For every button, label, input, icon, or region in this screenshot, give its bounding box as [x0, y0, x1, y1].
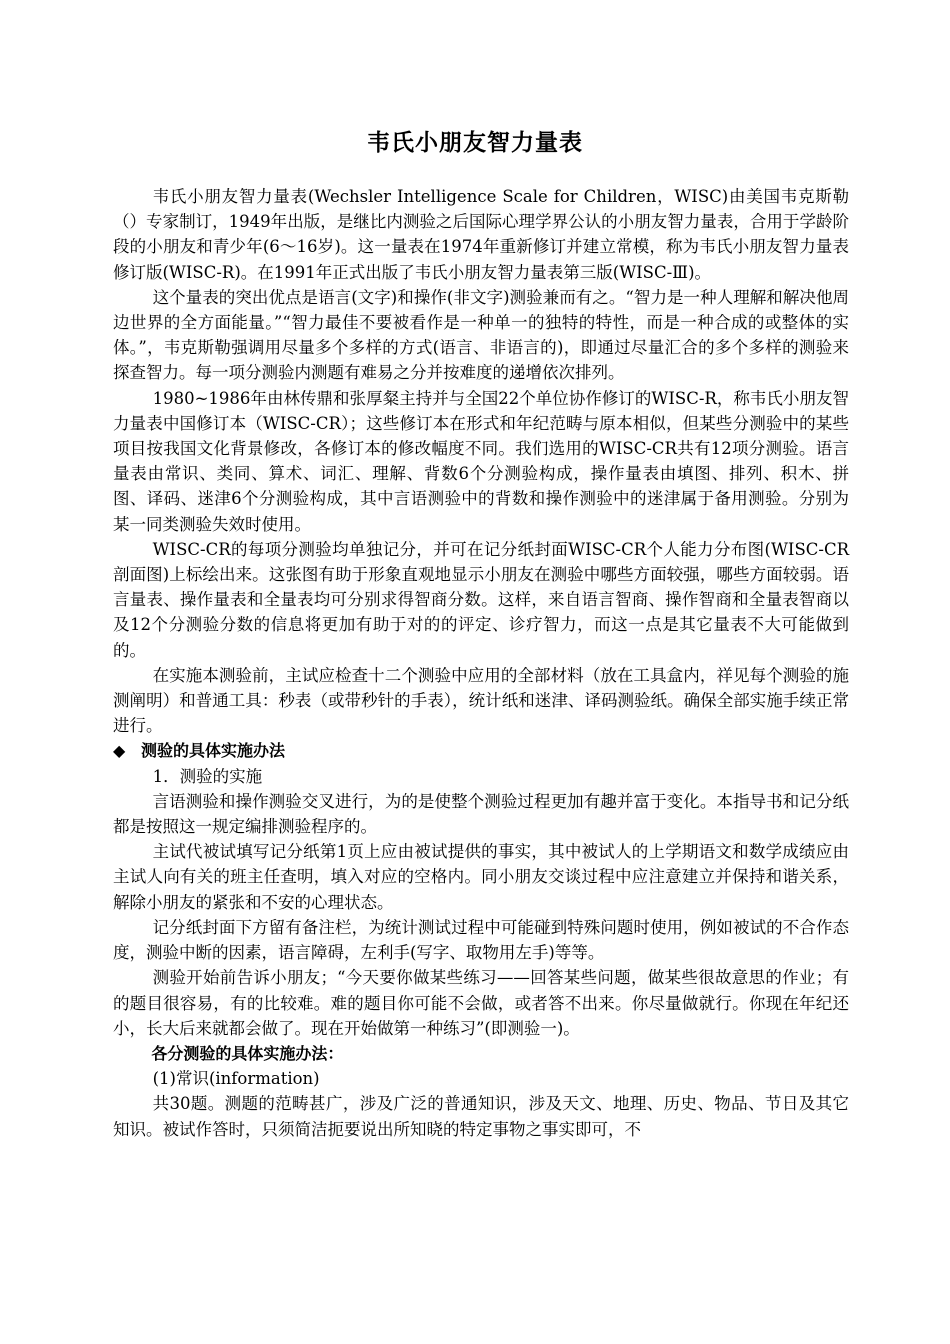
paragraph-advantages: 这个量表的突出优点是语言(文字)和操作(非文字)测验兼而有之。“智力是一种人理解和解决他周边世界的全方面能量。”“智力最佳不要被看作是一种单一的独特的特性，而是一种合成的或整体的实体。”，韦克斯勒强调用尽量多个多样的方式(语言、非语言的)，即通过尽量汇合的多个多样的测验来探查智力。每一项分测验内测题有难易之分并按难度的递增依次排列。	[113, 287, 849, 383]
bold-subheading: 各分测验的具体实施办法：	[151, 1043, 344, 1063]
item-label: (1)常识(information)	[152, 1069, 320, 1089]
diamond-bullet-icon: ◆	[113, 741, 126, 761]
paragraph-scoring: WISC-CR的每项分测验均单独记分，并可在记分纸封面WISC-CR个人能力分布图(WISC-CR剖面图)上标绘出来。这张图有助于形象直观地显示小朋友在测验中哪些方面较强，哪些方面较弱。语言量表、操作量表和全量表均可分别求得智商分数。这样，来自语言智商、操作智商和全量表智商以及12个分测验分数的信息将更加有助于对的的评定、诊疗智力，而这一点是其它量表不大可能做到的。	[113, 539, 849, 660]
paragraph-instructions: 测验开始前告诉小朋友；“今天要你做某些练习——回答某些问题，做某些很故意思的作业；有的题目很容易，有的比较难。难的题目你可能不会做，或者答不出来。你尽量做就行。你现在年纪还小，长大后来就都会做了。现在开始做第一种练习”(即测验一)。	[113, 968, 849, 1038]
paragraph-record-sheet: 主试代被试填写记分纸第1页上应由被试提供的事实，其中被试人的上学期语文和数学成绩应由主试人向有关的班主任查明，填入对应的空格内。同小朋友交谈过程中应注意建立并保持和谐关系，解除小朋友的紧张和不安的心理状态。	[113, 842, 849, 912]
paragraph-china-revision: 1980~1986年由林传鼎和张厚粲主持并与全国22个单位协作修订的WISC-R，称韦氏小朋友智力量表中国修订本（WISC-CR）；这些修订本在形式和年纪范畴与原本相似，但某些分测验中的某些项目按我国文化背景修改，各修订本的修改幅度不同。我们选用的WISC-CR共有12项分测验。语言量表由常识、类同、算术、词汇、理解、背数6个分测验构成，操作量表由填图、排列、积木、拼图、译码、迷津6个分测验构成，其中言语测验中的背数和操作测验中的迷津属于备用测验。分别为某一同类测验失效时使用。	[113, 388, 849, 534]
document-title: 韦氏小朋友智力量表	[367, 130, 583, 156]
paragraph-intro: 韦氏小朋友智力量表(Wechsler Intelligence Scale for Children，WISC)由美国韦克斯勒（）专家制订，1949年出版，是继比内测验之后国际心理学界公认的小朋友智力量表，合用于学龄阶段的小朋友和青少年(6～16岁)。这一量表在1974年重新修订并建立常模，称为韦氏小朋友智力量表修订版(WISC-R)。在1991年正式出版了韦氏小朋友智力量表第三版(WISC-Ⅲ)。	[113, 187, 849, 282]
paragraph-preparation: 在实施本测验前，主试应检查十二个测验中应用的全部材料（放在工具盒内，祥见每个测验的施测阐明）和普通工具：秒表（或带秒针的手表），统计纸和迷津、译码测验纸。确保全部实施手续正常进行。	[113, 665, 849, 736]
section-heading	[113, 738, 849, 763]
paragraph-order: 言语测验和操作测验交叉进行，为的是使整个测验过程更加有趣并富于变化。本指导书和记分纸都是按照这一规定编排测验程序的。	[113, 791, 849, 837]
document-body	[113, 184, 849, 1142]
sub-heading: 1．测验的实施	[152, 766, 263, 786]
paragraph-notes: 记分纸封面下方留有备注栏，为统计测试过程中可能碰到特殊问题时使用，例如被试的不合作态度，测验中断的因素，语言障碍，左利手(写字、取物用左手)等等。	[113, 917, 849, 963]
section-heading-text: 测验的具体实施办法	[141, 741, 286, 761]
paragraph-information-test: 共30题。测题的范畴甚广，涉及广泛的普通知识，涉及天文、地理、历史、物品、节日及其它知识。被试作答时，只须简洁扼要说出所知晓的特定事物之事实即可，不	[113, 1094, 849, 1139]
